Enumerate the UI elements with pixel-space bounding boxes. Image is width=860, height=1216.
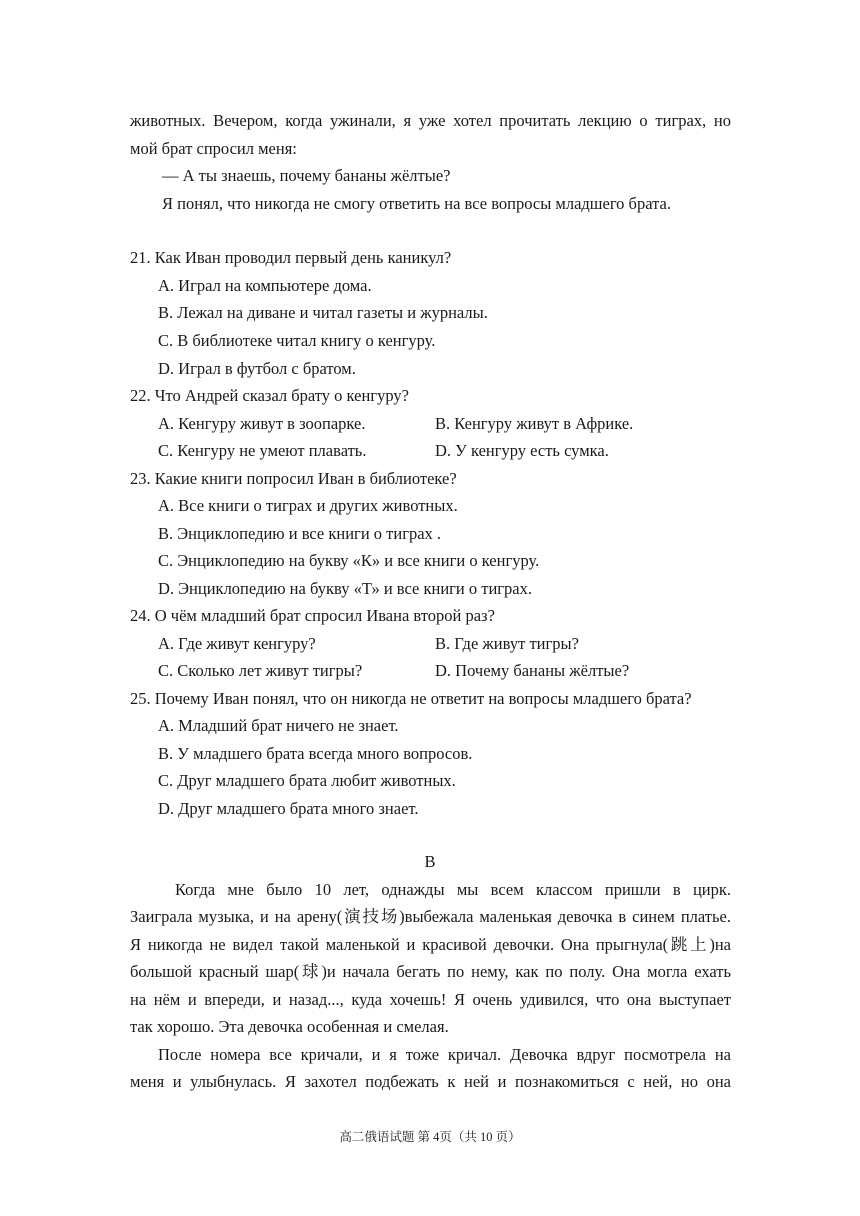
answer-option: C. Друг младшего брата любит животных. bbox=[158, 771, 456, 790]
paragraph-line: Когда мне было 10 лет, однажды мы всем классом пришли в цирк. bbox=[175, 880, 731, 899]
paragraph-line: После номера все кричали, и я тоже кричал. Девочка вдруг посмотрела на bbox=[158, 1045, 731, 1064]
question-stem: 22. Что Андрей сказал брату о кенгуру? bbox=[130, 386, 409, 405]
answer-option: C. Энциклопедию на букву «К» и все книги о кенгуру. bbox=[158, 551, 540, 570]
passage-line: животных. Вечером, когда ужинали, я уже хотел прочитать лекцию о тиграх, но bbox=[130, 111, 731, 130]
question-stem: 23. Какие книги попросил Иван в библиотеке? bbox=[130, 469, 457, 488]
paragraph-line: на нём и впереди, и назад..., куда хочешь! Я очень удивился, что она выступает bbox=[130, 990, 731, 1009]
answer-option: B. У младшего брата всегда много вопросов. bbox=[158, 744, 473, 763]
answer-option: A. Кенгуру живут в зоопарке. bbox=[158, 414, 366, 433]
answer-option: D. Играл в футбол с братом. bbox=[158, 359, 356, 378]
paragraph-line: Я никогда не видел такой маленькой и красивой девочки. Она прыгнула(跳上)на bbox=[130, 935, 731, 954]
answer-option: A. Младший брат ничего не знает. bbox=[158, 716, 399, 735]
answer-option: B. Кенгуру живут в Африке. bbox=[435, 414, 634, 433]
answer-option: D. Друг младшего брата много знает. bbox=[158, 799, 419, 818]
passage-line: — А ты знаешь, почему бананы жёлтые? bbox=[162, 166, 451, 185]
answer-option: C. Кенгуру не умеют плавать. bbox=[158, 441, 367, 460]
paragraph-line: меня и улыбнулась. Я захотел подбежать к ней и познакомиться с ней, но она bbox=[130, 1072, 731, 1091]
answer-option: B. Где живут тигры? bbox=[435, 634, 579, 653]
answer-option: D. Почему бананы жёлтые? bbox=[435, 661, 630, 680]
page-footer: 高二俄语试题 第 4页（共 10 页） bbox=[339, 1130, 521, 1144]
passage-line: мой брат спросил меня: bbox=[130, 139, 297, 158]
answer-option: D. У кенгуру есть сумка. bbox=[435, 441, 609, 460]
section-heading: B bbox=[424, 852, 436, 871]
answer-option: A. Все книги о тиграх и других животных. bbox=[158, 496, 458, 515]
question-stem: 25. Почему Иван понял, что он никогда не ответит на вопросы младшего брата? bbox=[130, 689, 692, 708]
question-stem: 24. О чём младший брат спросил Ивана второй раз? bbox=[130, 606, 495, 625]
answer-option: A. Где живут кенгуру? bbox=[158, 634, 316, 653]
paragraph-line: большой красный шар(球)и начала бегать по нему, как по полу. Она могла ехать bbox=[130, 962, 731, 981]
answer-option: D. Энциклопедию на букву «Т» и все книги о тиграх. bbox=[158, 579, 533, 598]
answer-option: C. В библиотеке читал книгу о кенгуру. bbox=[158, 331, 436, 350]
answer-option: B. Энциклопедию и все книги о тиграх . bbox=[158, 524, 442, 543]
answer-option: B. Лежал на диване и читал газеты и журналы. bbox=[158, 303, 488, 322]
paragraph-line: Заиграла музыка, и на арену(演技场)выбежала маленькая девочка в синем платье. bbox=[130, 907, 731, 926]
passage-line: Я понял, что никогда не смогу ответить на все вопросы младшего брата. bbox=[162, 194, 671, 213]
answer-option: C. Сколько лет живут тигры? bbox=[158, 661, 363, 680]
answer-option: A. Играл на компьютере дома. bbox=[158, 276, 372, 295]
question-stem: 21. Как Иван проводил первый день каникул? bbox=[130, 248, 452, 267]
paragraph-line: так хорошо. Эта девочка особенная и смелая. bbox=[130, 1017, 449, 1036]
